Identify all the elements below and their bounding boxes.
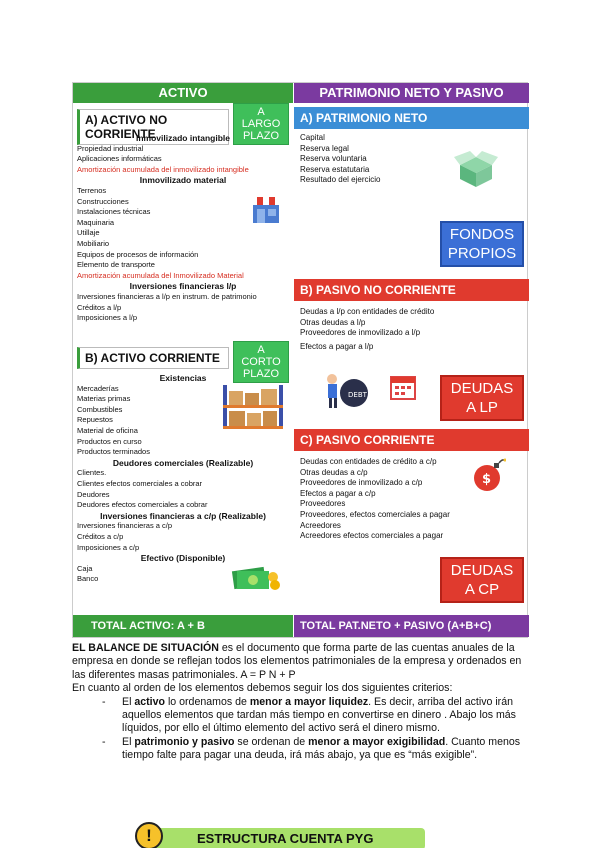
svg-text:DEBT: DEBT bbox=[348, 391, 367, 399]
list-item: Créditos a c/p bbox=[77, 531, 124, 541]
list-item: Reserva voluntaria bbox=[300, 154, 367, 164]
money-bomb-icon bbox=[470, 457, 506, 493]
list-item-pasivo: - El patrimonio y pasivo se ordenan de menor a mayor exigibilidad. Cuanto menos tiempo falte para pagar una deuda, irá más abajo, ya que es “más exigible”. bbox=[102, 736, 532, 763]
list-item: Productos terminados bbox=[77, 447, 150, 457]
list-item: Créditos a l/p bbox=[77, 302, 122, 312]
group-heading: Inmovilizado material bbox=[139, 175, 227, 186]
fondos-propios-badge: FONDOS PROPIOS bbox=[440, 221, 524, 267]
activo-column bbox=[73, 83, 293, 637]
list-item: Resultado del ejercicio bbox=[300, 175, 381, 185]
list-item: Propiedad industrial bbox=[77, 143, 144, 153]
list-item: Acreedores efectos comerciales a pagar bbox=[300, 531, 444, 541]
list-item: Otras deudas a c/p bbox=[300, 467, 368, 477]
list-item: Aplicaciones informáticas bbox=[77, 154, 162, 164]
list-item: Imposiciones a l/p bbox=[77, 313, 138, 323]
paragraph-criterios: En cuanto al orden de los elementos debemos seguir los dos siguientes criterios: bbox=[72, 682, 453, 695]
open-box-icon bbox=[454, 149, 498, 189]
list-item: Inversiones financieras a c/p bbox=[77, 521, 173, 531]
largo-plazo-badge: A LARGO PLAZO bbox=[233, 103, 289, 145]
list-item: Efectos a pagar a c/p bbox=[300, 488, 376, 498]
list-item: Proveedores bbox=[300, 499, 346, 509]
list-item: Proveedores de inmovilizado a l/p bbox=[300, 328, 421, 338]
balance-infographic bbox=[72, 82, 528, 638]
list-item: Otras deudas a l/p bbox=[300, 317, 366, 327]
warning-icon: ! bbox=[135, 822, 163, 848]
group-heading: Deudores comerciales (Realizable) bbox=[112, 457, 254, 468]
deudas-cp-badge: DEUDAS A CP bbox=[440, 557, 524, 603]
list-item: Maquinaria bbox=[77, 217, 115, 227]
list-item: Efectos a pagar a l/p bbox=[300, 341, 374, 351]
activo-corriente-title: B) ACTIVO CORRIENTE bbox=[77, 347, 229, 369]
patrimonio-neto-title: A) PATRIMONIO NETO bbox=[294, 107, 529, 129]
pasivo-no-corriente-list bbox=[300, 307, 525, 352]
total-activo: TOTAL ACTIVO: A + B bbox=[73, 615, 293, 637]
pasivo-column bbox=[294, 83, 529, 637]
group-heading: Inversiones financieras a c/p (Realizable) bbox=[100, 510, 266, 521]
list-item-activo: - El activo lo ordenamos de menor a mayor liquidez. Es decir, arriba del activo irán aquellos elementos que tardan más tiempo en convertirse en dinero . Abajo los más líquidos, por ello el último elemento del activo será el dinero mismo. bbox=[102, 696, 532, 736]
explanation-text bbox=[72, 642, 532, 763]
list-item: Productos en curso bbox=[77, 436, 142, 446]
list-item: Repuestos bbox=[77, 415, 113, 425]
list-item: Imposiciones a c/p bbox=[77, 542, 140, 552]
pyg-title: ESTRUCTURA CUENTA PYG bbox=[197, 831, 374, 846]
list-item: Proveedores, efectos comerciales a pagar bbox=[300, 509, 450, 519]
corto-plazo-badge: A CORTO PLAZO bbox=[233, 341, 289, 383]
calendar-icon bbox=[390, 373, 416, 401]
store-icon bbox=[249, 195, 283, 225]
patrimonio-neto-list bbox=[300, 133, 450, 186]
list-item: Acreedores bbox=[300, 520, 341, 530]
list-item: Terrenos bbox=[77, 185, 107, 195]
pasivo-header: PATRIMONIO NETO Y PASIVO bbox=[294, 83, 529, 103]
activo-no-corriente-title: A) ACTIVO NO CORRIENTE bbox=[77, 109, 229, 145]
debt-ball-icon bbox=[324, 369, 374, 411]
pasivo-corriente-title: C) PASIVO CORRIENTE bbox=[294, 429, 529, 451]
list-item: Proveedores de inmovilizado a c/p bbox=[300, 478, 423, 488]
list-item: Clientes. bbox=[77, 468, 107, 478]
list-item: Deudas con entidades de crédito a c/p bbox=[300, 457, 437, 466]
deudas-lp-badge: DEUDAS A LP bbox=[440, 375, 524, 421]
list-item: Combustibles bbox=[77, 404, 123, 414]
list-item: Elemento de transporte bbox=[77, 260, 155, 270]
list-item: Caja bbox=[77, 563, 93, 573]
group-heading: Inmovilizado intangible bbox=[136, 133, 230, 143]
list-item-amortizacion: Amortización acumulada del inmovilizado intangible bbox=[77, 164, 249, 174]
criteria-list bbox=[72, 696, 532, 763]
list-item: Inversiones financieras a l/p en instrum. de patrimonio bbox=[77, 291, 257, 301]
list-item: Clientes efectos comerciales a cobrar bbox=[77, 478, 203, 488]
svg-text:$: $ bbox=[482, 472, 492, 487]
list-item: Mercaderías bbox=[77, 383, 119, 393]
list-item: Deudas a l/p con entidades de crédito bbox=[300, 307, 435, 316]
total-pasivo: TOTAL PAT.NETO + PASIVO (A+B+C) bbox=[294, 615, 529, 637]
group-heading: Efectivo (Disponible) bbox=[140, 553, 226, 564]
list-item: Capital bbox=[300, 133, 325, 142]
money-icon bbox=[231, 563, 281, 593]
list-item: Deudores bbox=[77, 489, 110, 499]
activo-no-corriente-list bbox=[77, 133, 289, 324]
list-item: Material de oficina bbox=[77, 425, 138, 435]
list-item-amortizacion: Amortización acumulada del Inmovilizado Material bbox=[77, 270, 244, 280]
list-item: Mobiliario bbox=[77, 238, 110, 248]
group-heading: Inversiones financieras l/p bbox=[129, 281, 237, 292]
activo-header: ACTIVO bbox=[73, 83, 293, 103]
paragraph-definition: EL BALANCE DE SITUACIÓN es el documento que forma parte de las cuentas anuales de la empresa en donde se reflejan todos los elementos patrimoniales de la empresa y ordenados en las diferentes masas patrimoniales. A = P N + P bbox=[72, 642, 522, 681]
list-item: Equipos de procesos de información bbox=[77, 249, 199, 259]
list-item: Banco bbox=[77, 574, 99, 584]
list-item: Materias primas bbox=[77, 394, 131, 404]
list-item: Construcciones bbox=[77, 196, 129, 206]
list-item: Reserva estatutaria bbox=[300, 164, 370, 174]
list-item: Reserva legal bbox=[300, 143, 349, 153]
warehouse-boxes-icon bbox=[221, 381, 285, 431]
group-heading: Existencias bbox=[159, 373, 207, 383]
pyg-banner bbox=[135, 820, 435, 848]
pasivo-no-corriente-title: B) PASIVO NO CORRIENTE bbox=[294, 279, 529, 301]
list-item: Deudores efectos comerciales a cobrar bbox=[77, 500, 208, 510]
list-item: Instalaciones técnicas bbox=[77, 207, 151, 217]
list-item: Utillaje bbox=[77, 228, 100, 238]
